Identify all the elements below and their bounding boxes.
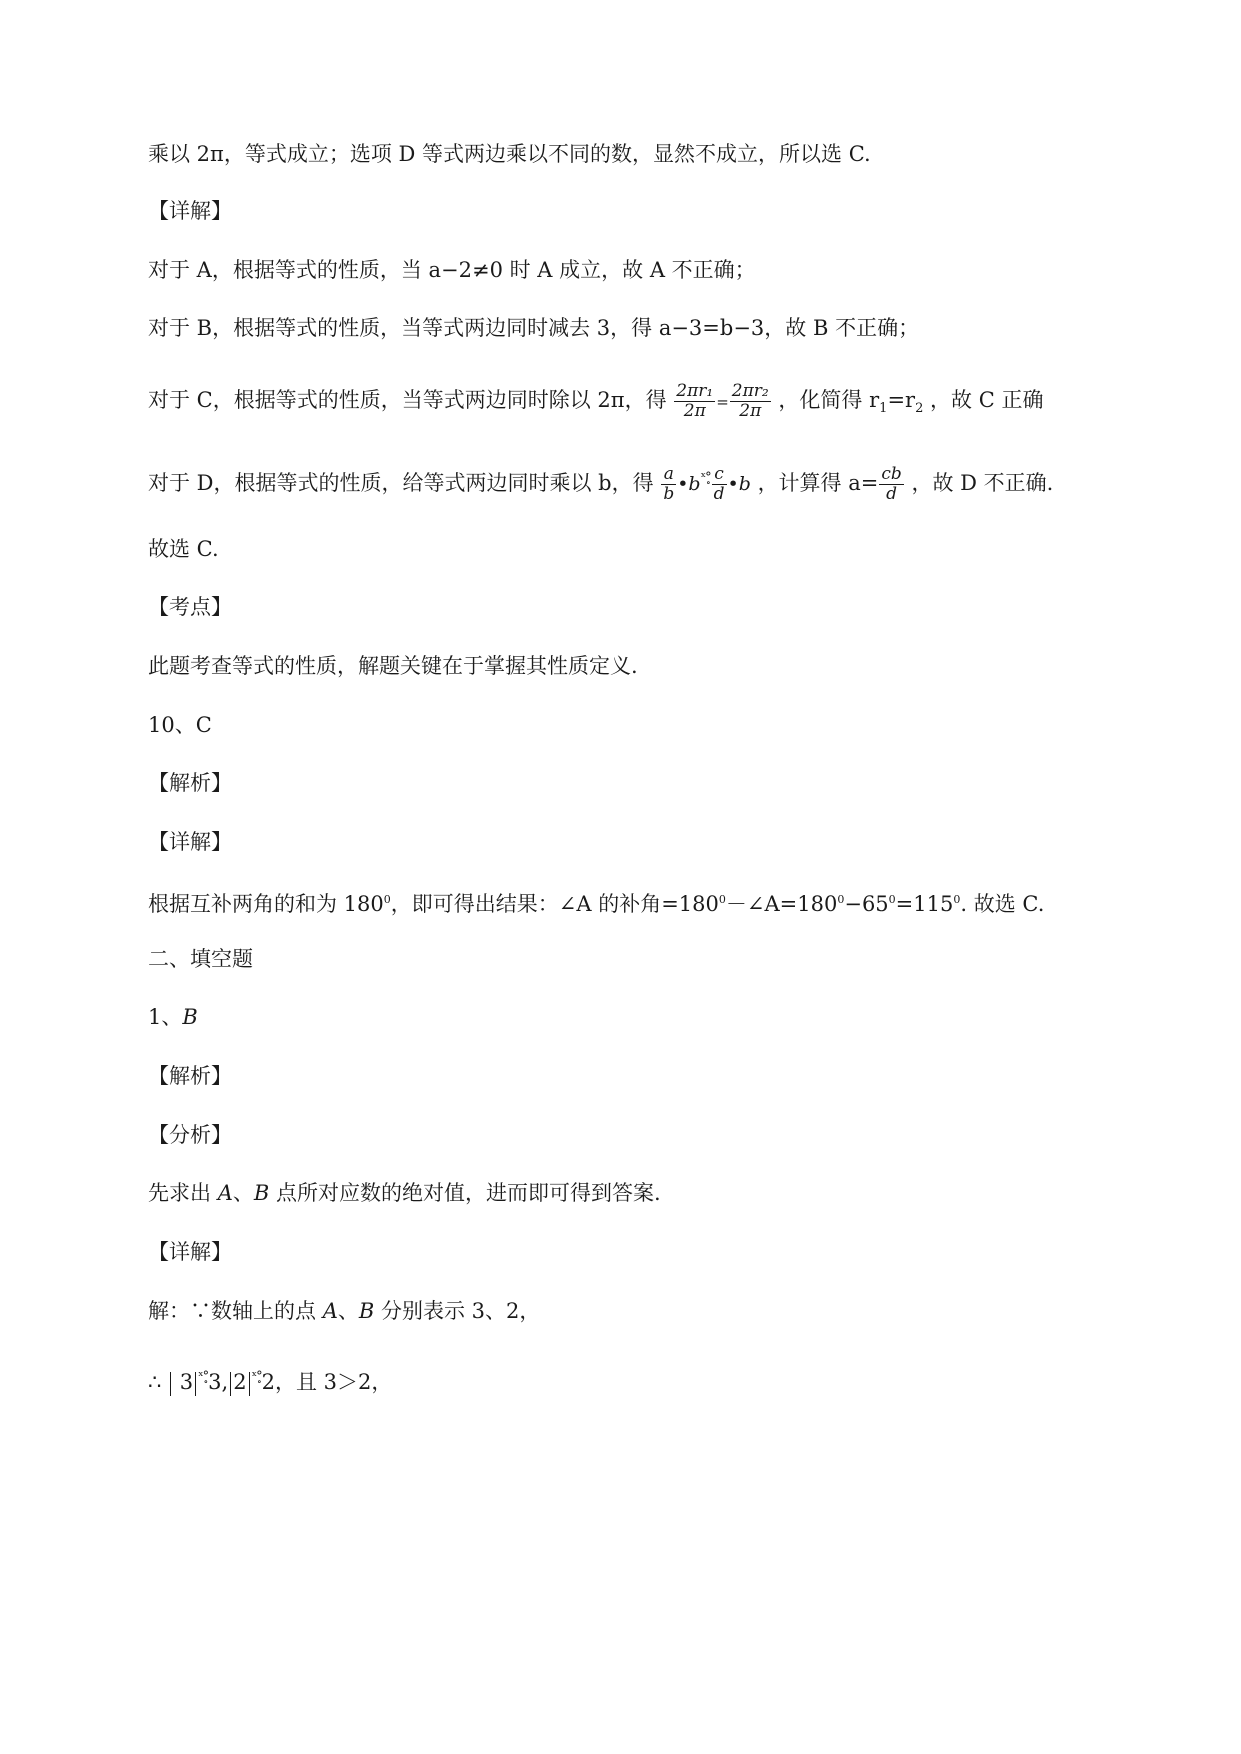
- text-line-with-formula: [148, 382, 1043, 424]
- abs-bar: [230, 1372, 231, 1396]
- garbled-glyph: ˣ°̥: [700, 470, 711, 485]
- text-segment: 对于 D，根据等式的性质，给等式两边同时乘以 b，得: [148, 471, 654, 495]
- section-heading: 【分析】: [148, 1123, 232, 1147]
- text-segment: −65: [844, 892, 889, 916]
- text-line: [148, 885, 1044, 919]
- subscript: 1: [879, 401, 888, 416]
- variable: A: [322, 1299, 338, 1323]
- text-segment: ，即可得出结果：∠A 的补角=180: [390, 892, 719, 916]
- degree-mark: 0: [383, 893, 391, 906]
- text-line: 此题考查等式的性质，解题关键在于掌握其性质定义.: [148, 654, 638, 678]
- text-segment: . 故选 C.: [960, 892, 1045, 916]
- text-segment: 3,: [208, 1370, 229, 1394]
- text-segment: －∠A=180: [725, 892, 838, 916]
- fraction: [879, 465, 903, 504]
- text-segment: 、: [337, 1299, 359, 1323]
- text-segment: 点所对应数的绝对值，进而即可得到答案.: [269, 1181, 661, 1205]
- abs-bar: [170, 1372, 171, 1396]
- section-heading: 【详解】: [148, 199, 232, 223]
- variable: B: [253, 1181, 270, 1205]
- section-heading: 【解析】: [148, 1064, 232, 1088]
- subscript: 2: [915, 401, 924, 416]
- garbled-glyph: ˣ°̥: [198, 1369, 209, 1384]
- degree-mark: 0: [718, 893, 726, 906]
- fraction-numerator: a: [661, 465, 676, 485]
- text-segment: 2，且 3＞2，: [261, 1370, 393, 1394]
- fraction-numerator: c: [712, 465, 727, 485]
- text-segment: 分别表示 3、2，: [374, 1299, 541, 1323]
- degree-mark: 0: [837, 893, 845, 906]
- formula: [869, 388, 924, 416]
- fraction-denominator: 2π: [683, 401, 706, 421]
- text-segment: 对于 C，根据等式的性质，当等式两边同时除以 2π，得: [148, 388, 667, 412]
- degree-mark: 0: [888, 893, 896, 906]
- text-segment: 解：∵数轴上的点: [148, 1299, 323, 1323]
- abs-bar: [249, 1372, 250, 1396]
- variable: A: [217, 1181, 233, 1205]
- text-line: [148, 1178, 661, 1208]
- text-segment: 、: [232, 1181, 254, 1205]
- text-line-with-formula: [148, 1362, 392, 1397]
- answer-variable: B: [182, 1005, 198, 1029]
- therefore-symbol: ∴: [148, 1370, 162, 1394]
- variable: =r: [887, 388, 916, 412]
- section-heading: 【解析】: [148, 771, 232, 795]
- formula-term: •b: [677, 473, 701, 495]
- formula-term: •b: [727, 473, 751, 495]
- fraction: [712, 465, 727, 504]
- fraction-denominator: 2π: [739, 401, 762, 421]
- equals-sign: =: [716, 393, 729, 411]
- text-segment: 2: [233, 1370, 247, 1394]
- variable: B: [358, 1299, 375, 1323]
- fraction: [674, 382, 715, 421]
- text-segment: 1、: [148, 1005, 183, 1029]
- text-segment: 3: [179, 1370, 194, 1394]
- text-line: [148, 1296, 540, 1326]
- section-heading: 【详解】: [148, 830, 232, 854]
- section-heading: 【考点】: [148, 595, 232, 619]
- degree-mark: 0: [953, 893, 961, 906]
- variable: r: [869, 388, 880, 412]
- text-segment: ，化简得: [778, 388, 863, 412]
- text-line: 故选 C.: [148, 537, 219, 561]
- question-answer: 10、C: [148, 713, 212, 737]
- text-segment: ，计算得 a=: [757, 471, 879, 495]
- section-heading: 【详解】: [148, 1240, 232, 1264]
- text-segment: ，故 C 正确: [930, 388, 1044, 412]
- text-line: 对于 A，根据等式的性质，当 a−2≠0 时 A 成立，故 A 不正确；: [148, 258, 756, 282]
- fraction-numerator: 2πr₁: [676, 381, 714, 401]
- abs-bar: [195, 1372, 196, 1396]
- fraction-numerator: cb: [881, 464, 902, 484]
- fraction: [730, 382, 771, 421]
- fraction-denominator: d: [713, 484, 725, 504]
- text-segment: 先求出: [148, 1181, 218, 1205]
- text-line: 乘以 2π，等式成立；选项 D 等式两边乘以不同的数，显然不成立，所以选 C.: [148, 142, 871, 166]
- question-answer: [148, 1002, 198, 1032]
- text-segment: =115: [895, 892, 954, 916]
- fraction-numerator: 2πr₂: [731, 381, 769, 401]
- text-segment: 根据互补两角的和为 180: [148, 892, 384, 916]
- garbled-glyph: ˣ°̥: [251, 1369, 262, 1384]
- text-line: 对于 B，根据等式的性质，当等式两边同时减去 3，得 a−3=b−3，故 B 不正确；: [148, 316, 920, 340]
- fraction: [661, 465, 676, 504]
- section-title: 二、填空题: [148, 947, 253, 971]
- fraction-denominator: b: [663, 484, 675, 504]
- text-line-with-formula: [148, 463, 1053, 504]
- text-segment: ，故 D 不正确.: [911, 471, 1054, 495]
- fraction-denominator: d: [886, 484, 897, 504]
